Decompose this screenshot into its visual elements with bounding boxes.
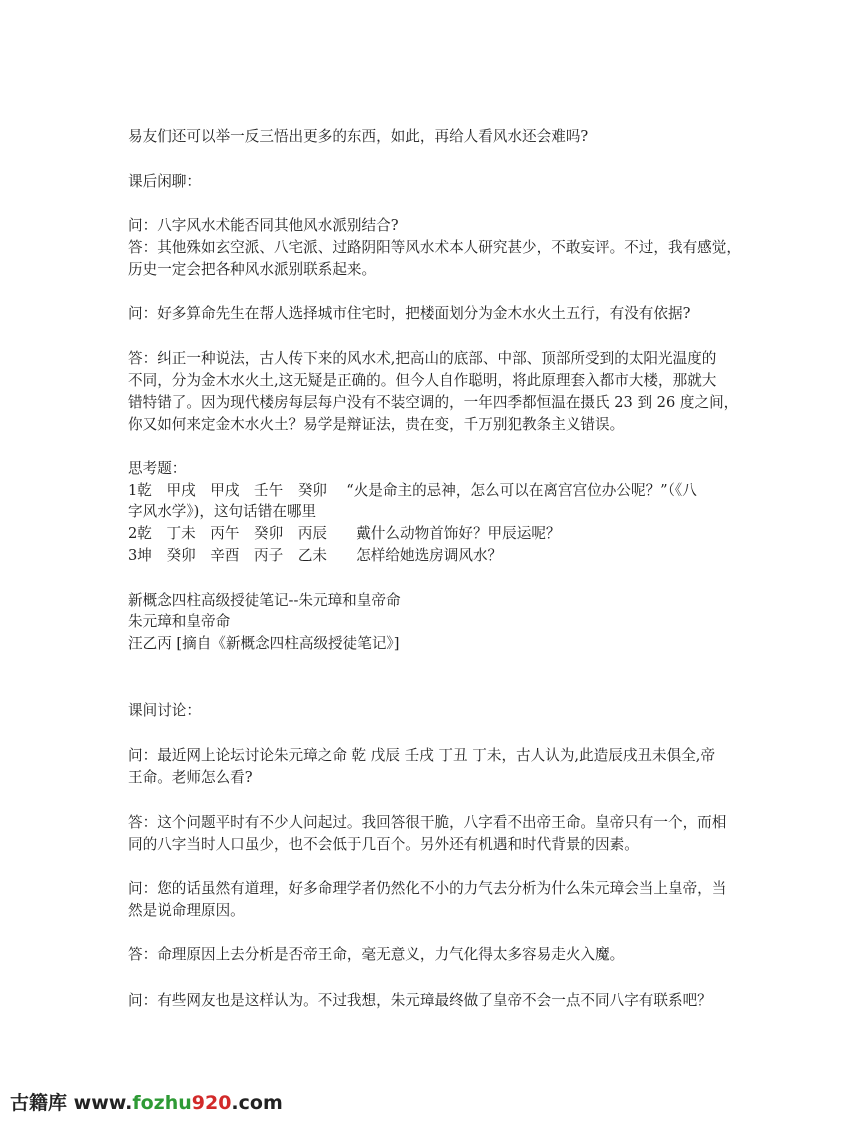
footer-brand: 古籍库	[10, 1092, 68, 1114]
text-line: 问：最近网上论坛讨论朱元璋之命 乾 戊辰 壬戌 丁丑 丁未，古人认为,此造辰戌丑未俱全,帝	[128, 747, 716, 764]
url-green: fozhu	[132, 1092, 192, 1114]
url-suffix: .com	[231, 1092, 283, 1114]
text-line: 2乾 丁未 丙午 癸卯 丙辰 戴什么动物首饰好？甲辰运呢？	[128, 525, 561, 542]
article-title: 新概念四柱高级授徒笔记--朱元璋和皇帝命	[128, 592, 401, 609]
text-line: 问：有些网友也是这样认为。不过我想，朱元璋最终做了皇帝不会一点不同八字有联系吧？	[128, 992, 712, 1009]
url-red: 920	[191, 1092, 232, 1114]
article-author: 汪乙丙 [摘自《新概念四柱高级授徒笔记》]	[128, 635, 400, 652]
text-line: 易友们还可以举一反三悟出更多的东西，如此，再给人看风水还会难吗?	[128, 128, 589, 145]
text-line: 同的八字当时人口虽少，也不会低于几百个。另外还有机遇和时代背景的因素。	[128, 836, 639, 853]
text-line: 历史一定会把各种风水派别联系起来。	[128, 261, 377, 278]
url-prefix: www.	[73, 1092, 133, 1114]
section-heading: 课后闲聊：	[128, 173, 201, 190]
text-line: 问：您的话虽然有道理，好多命理学者仍然化不小的力气去分析为什么朱元璋会当上皇帝，当	[128, 880, 727, 897]
text-line: 王命。老师怎么看?	[128, 769, 253, 786]
footer-watermark	[10, 1088, 283, 1115]
text-line: 答：命理原因上去分析是否帝王命，毫无意义，力气化得太多容易走火入魔。	[128, 946, 625, 963]
article-subtitle: 朱元璋和皇帝命	[128, 613, 231, 630]
text-line: 错特错了。因为现代楼房每层每户没有不装空调的，一年四季都恒温在摄氏 23 到 26 度之间，	[128, 394, 739, 411]
text-line: 答：这个问题平时有不少人问起过。我回答很干脆，八字看不出帝王命。皇帝只有一个，而相	[128, 814, 727, 831]
text-line: 答：其他殊如玄空派、八宅派、过路阴阳等风水术本人研究甚少，不敢妄评。不过，我有感觉，	[128, 239, 741, 256]
text-line: 3坤 癸卯 辛酉 丙子 乙未 怎样给她选房调风水？	[128, 547, 503, 564]
text-line: 不同，分为金木水火土,这无疑是正确的。但今人自作聪明，将此原理套入都市大楼，那就大	[128, 372, 717, 389]
section-heading: 课间讨论：	[128, 702, 201, 719]
text-line: 然是说命理原因。	[128, 902, 245, 919]
text-line: 答：纠正一种说法，古人传下来的风水术,把高山的底部、中部、顶部所受到的太阳光温度的	[128, 350, 717, 367]
text-line: 问：八字风水术能否同其他风水派别结合?	[128, 217, 399, 234]
text-line: 字风水学》)，这句话错在哪里	[128, 503, 317, 520]
text-line: 1乾 甲戌 甲戌 壬午 癸卯 “火是命主的忌神，怎么可以在离宫宫位办公呢？”（《八	[128, 482, 697, 499]
footer-url[interactable]	[74, 1092, 283, 1114]
section-heading: 思考题：	[128, 460, 187, 477]
text-line: 问：好多算命先生在帮人选择城市住宅时，把楼面划分为金木水火土五行，有没有依据?	[128, 305, 691, 322]
text-line: 你又如何来定金木水火土？易学是辩证法，贵在变，千万别犯教条主义错误。	[128, 416, 625, 433]
